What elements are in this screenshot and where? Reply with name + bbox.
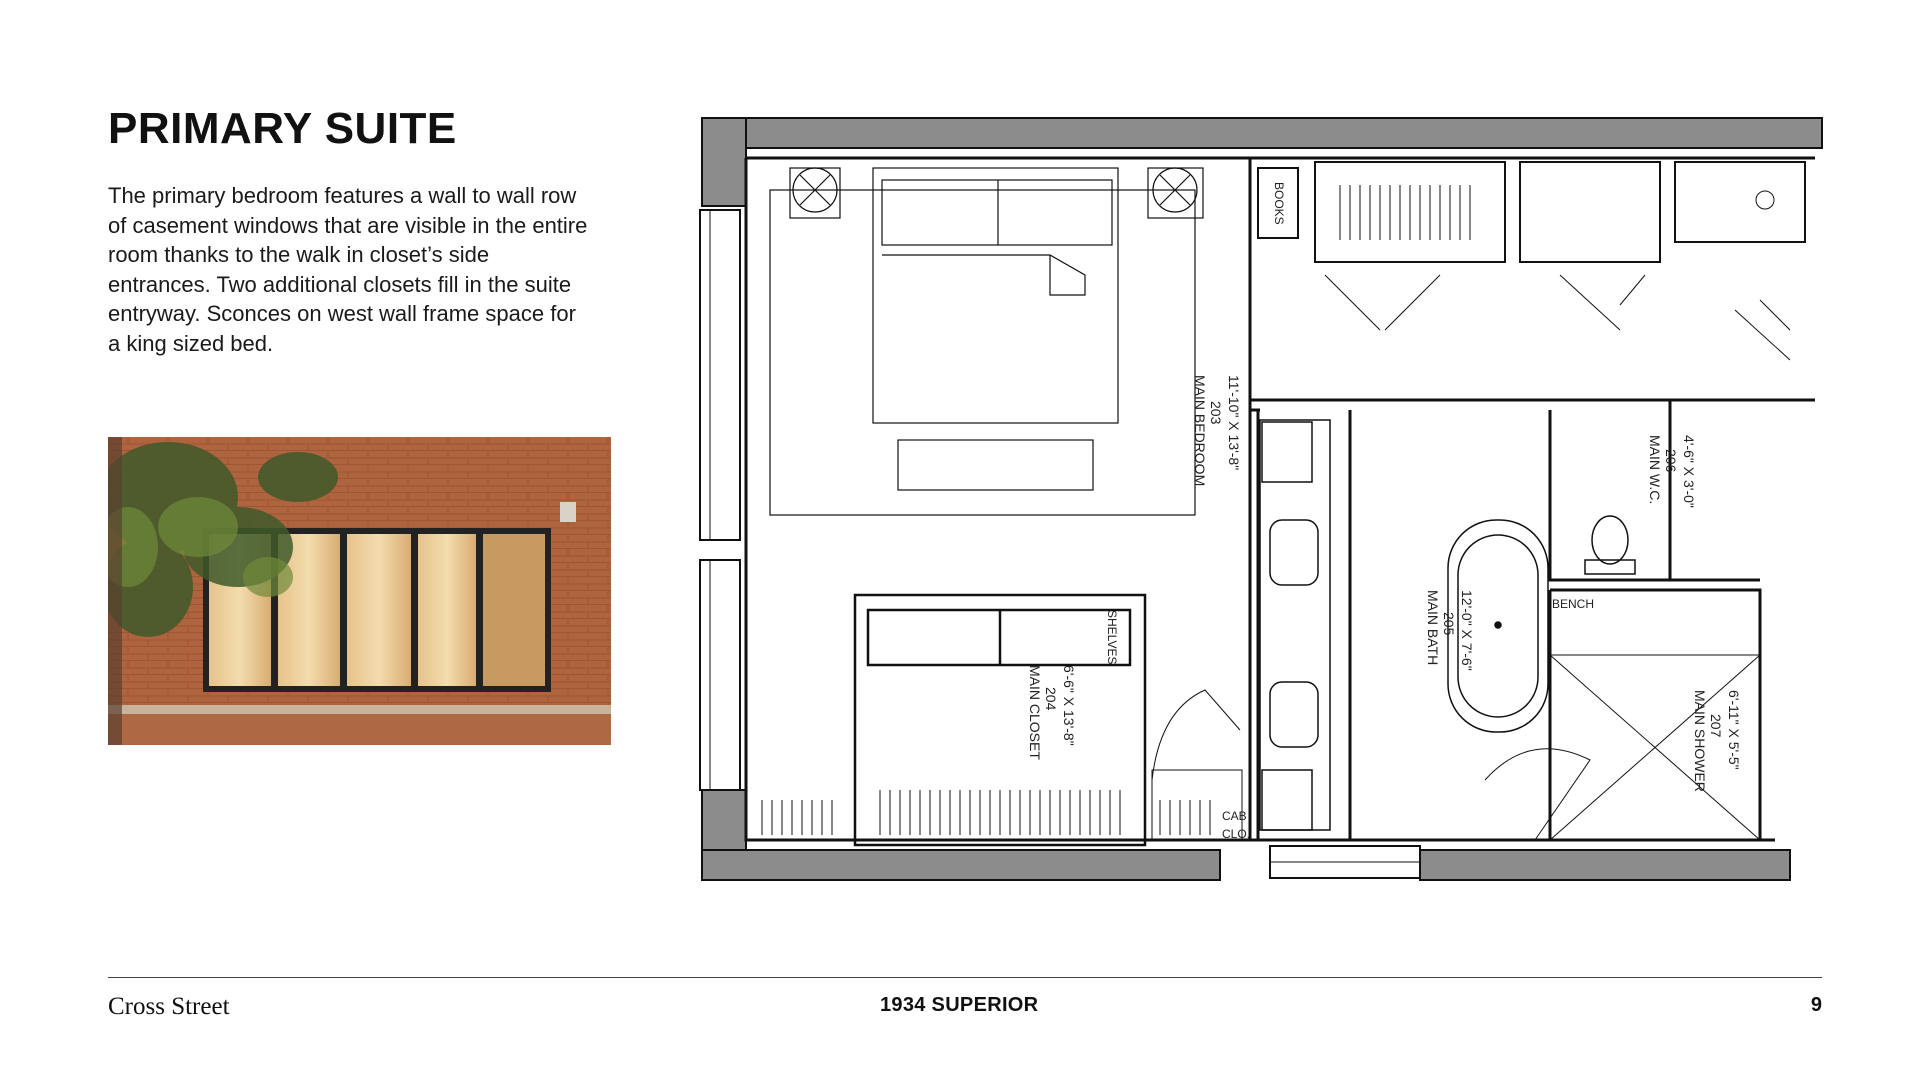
svg-text:207: 207 [1708,714,1724,738]
svg-text:6'-6" X 13'-8": 6'-6" X 13'-8" [1061,665,1077,746]
svg-text:12'-0" X 7'-6": 12'-0" X 7'-6" [1459,590,1475,671]
brand-logo: Cross Street [108,993,230,1020]
project-name: 1934 SUPERIOR [880,994,1039,1016]
books-label: BOOKS [1272,182,1286,225]
svg-text:MAIN W.C.: MAIN W.C. [1647,435,1663,505]
footer-divider [108,977,1822,978]
cab-label: CAB [1222,809,1247,823]
svg-text:11'-10" X 13'-8": 11'-10" X 13'-8" [1226,375,1242,471]
svg-text:MAIN BEDROOM: MAIN BEDROOM [1192,375,1208,487]
svg-text:MAIN SHOWER: MAIN SHOWER [1692,690,1708,792]
room-label-main-closet [1027,665,1077,760]
clo-label: CLO. [1222,827,1251,841]
room-label-main-bedroom [1192,375,1242,486]
svg-text:204: 204 [1043,687,1059,711]
page-description: The primary bedroom features a wall to wall row of casement windows that are visible in the entire room thanks to the walk in closet’s side entrances. Two additional closets fill in the suite entryway. Sconces on west wall frame space for a king sized bed. [108,183,588,356]
svg-text:MAIN CLOSET: MAIN CLOSET [1027,665,1043,760]
svg-text:206: 206 [1663,449,1679,473]
floor-plan [690,110,1830,900]
page-title: PRIMARY SUITE [108,104,457,153]
shelves-label: SHELVES [1105,610,1119,665]
svg-text:205: 205 [1441,612,1457,636]
svg-text:MAIN BATH: MAIN BATH [1425,590,1441,666]
room-label-main-shower [1692,690,1742,792]
room-label-main-wc [1647,435,1697,508]
svg-text:6'-11" X 5'-5": 6'-11" X 5'-5" [1726,690,1742,770]
bench-label: BENCH [1552,597,1595,611]
facade-photo [108,437,611,745]
svg-text:203: 203 [1208,401,1224,425]
svg-text:4'-6" X 3'-0": 4'-6" X 3'-0" [1681,435,1697,508]
room-label-main-bath [1425,590,1475,671]
page-number: 9 [1810,994,1822,1016]
